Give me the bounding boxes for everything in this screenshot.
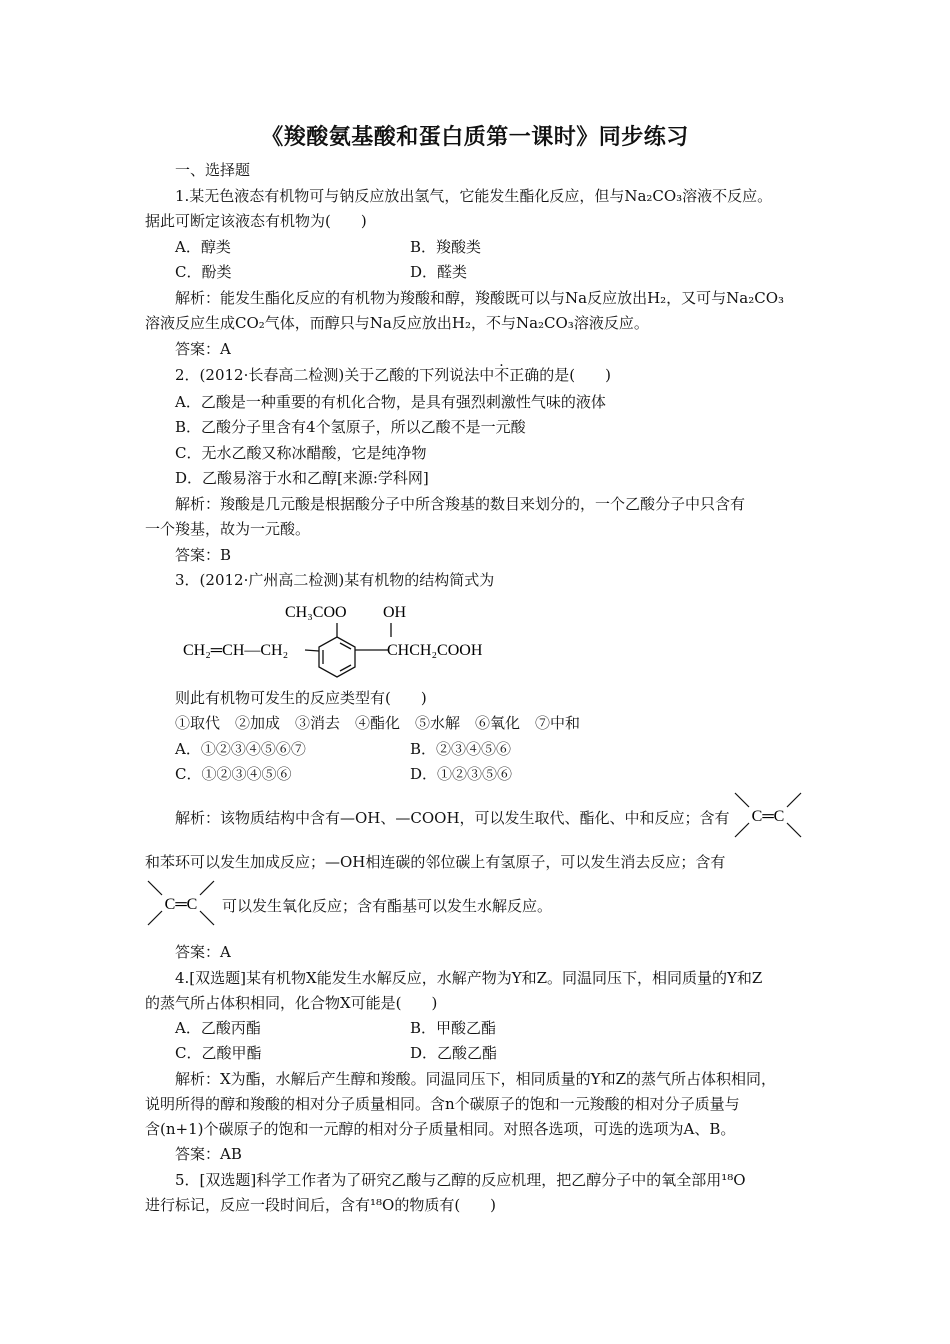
q2-stem-emphasis: 不 bbox=[494, 366, 510, 384]
q3-analysis-line1: 解析：该物质结构中含有—OH、—COOH，可以发生取代、酯化、中和反应；含有 bbox=[175, 809, 730, 827]
q3-reaction-types: ①取代 ②加成 ③消去 ④酯化 ⑤水解 ⑥氧化 ⑦中和 bbox=[175, 714, 581, 732]
q1-answer: 答案：A bbox=[175, 340, 231, 358]
q2-stem-pre: 2．(2012·长春高二检测)关于乙酸的下列说法中 bbox=[175, 366, 495, 384]
q2-option-d: D．乙酸易溶于水和乙醇[来源:学科网] bbox=[175, 469, 429, 487]
q1-analysis-line1: 解析：能发生酯化反应的有机物为羧酸和醇，羧酸既可以与Na反应放出H₂，又可与Na₂CO₃ bbox=[175, 289, 785, 307]
q4-analysis-line1: 解析：X为酯，水解后产生醇和羧酸。同温同压下，相同质量的Y和Z的蒸气所占体积相同， bbox=[175, 1070, 777, 1088]
q4-option-c: C．乙酸甲酯 bbox=[175, 1044, 262, 1062]
q3-analysis-line3: 可以发生氧化反应；含有酯基可以发生水解反应。 bbox=[222, 897, 553, 915]
q1-analysis-line2: 溶液反应生成CO₂气体，而醇只与Na反应放出H₂，不与Na₂CO₃溶液反应。 bbox=[145, 314, 649, 332]
q3-cc-double-bond-2 bbox=[145, 878, 217, 928]
q4-stem-line2: 的蒸气所占体积相同，化合物X可能是( ) bbox=[145, 994, 438, 1012]
q2-analysis-line2: 一个羧基，故为一元酸。 bbox=[145, 520, 311, 538]
benzene-ring bbox=[305, 623, 391, 677]
q3-stem: 3．(2012·广州高二检测)某有机物的结构简式为 bbox=[175, 571, 495, 589]
q3-structural-formula bbox=[175, 595, 515, 685]
q4-analysis-line2: 说明所得的醇和羧酸的相对分子质量相同。含n个碳原子的饱和一元羧酸的相对分子质量与 bbox=[145, 1095, 740, 1113]
q3-question: 则此有机物可发生的反应类型有( ) bbox=[175, 689, 427, 707]
document-title: 《羧酸氨基酸和蛋白质第一课时》同步练习 bbox=[261, 124, 689, 150]
q1-option-b: B．羧酸类 bbox=[410, 238, 482, 256]
cc-label-1: C═C bbox=[751, 808, 785, 825]
q1-option-d: D．醛类 bbox=[410, 263, 468, 281]
q3-struct-right-chain: CHCH₂COOH bbox=[387, 642, 483, 659]
q2-stem-post: 正确的是( ) bbox=[509, 366, 611, 384]
q4-option-a: A．乙酸丙酯 bbox=[175, 1019, 261, 1037]
q1-option-c: C．酚类 bbox=[175, 263, 232, 281]
q1-stem-line2: 据此可断定该液态有机物为( ) bbox=[145, 212, 367, 230]
q1-stem-line1: 1.某无色液态有机物可与钠反应放出氢气，它能发生酯化反应，但与Na₂CO₃溶液不反应。 bbox=[175, 187, 773, 205]
q4-answer: 答案：AB bbox=[175, 1145, 242, 1163]
q2-stem bbox=[175, 365, 611, 385]
q2-option-b: B．乙酸分子里含有4个氢原子，所以乙酸不是一元酸 bbox=[175, 418, 526, 436]
q3-struct-oh: OH bbox=[383, 604, 407, 621]
q4-stem-line1: 4.[双选题]某有机物X能发生水解反应，水解产物为Y和Z。同温同压下，相同质量的Y和Z bbox=[175, 969, 763, 987]
section-heading: 一、选择题 bbox=[175, 161, 251, 179]
cc-label-2: C═C bbox=[164, 896, 198, 913]
q5-stem-line1: 5．[双选题]科学工作者为了研究乙酸与乙醇的反应机理，把乙醇分子中的氧全部用¹⁸O bbox=[175, 1171, 746, 1189]
q3-analysis-line2: 和苯环可以发生加成反应；—OH相连碳的邻位碳上有氢原子，可以发生消去反应；含有 bbox=[145, 853, 726, 871]
q4-option-b: B．甲酸乙酯 bbox=[410, 1019, 497, 1037]
q3-struct-left-chain: CH₂═CH—CH₂ bbox=[183, 642, 289, 659]
q2-option-a: A．乙酸是一种重要的有机化合物，是具有强烈刺激性气味的液体 bbox=[175, 393, 606, 411]
q3-cc-double-bond-1 bbox=[732, 790, 804, 840]
q3-struct-ch3coo: CH₃COO bbox=[285, 604, 347, 621]
q3-answer: 答案：A bbox=[175, 943, 231, 961]
q5-stem-line2: 进行标记，反应一段时间后，含有¹⁸O的物质有( ) bbox=[145, 1196, 497, 1214]
q3-option-b: B．②③④⑤⑥ bbox=[410, 740, 512, 758]
q2-analysis-line1: 解析：羧酸是几元酸是根据酸分子中所含羧基的数目来划分的，一个乙酸分子中只含有 bbox=[175, 495, 746, 513]
q4-option-d: D．乙酸乙酯 bbox=[410, 1044, 498, 1062]
q3-option-d: D．①②③⑤⑥ bbox=[410, 765, 513, 783]
q2-option-c: C．无水乙酸又称冰醋酸，它是纯净物 bbox=[175, 444, 427, 462]
q1-option-a: A．醇类 bbox=[175, 238, 231, 256]
q4-analysis-line3: 含(n+1)个碳原子的饱和一元醇的相对分子质量相同。对照各选项，可选的选项为A、B。 bbox=[145, 1120, 736, 1138]
q3-option-c: C．①②③④⑤⑥ bbox=[175, 765, 292, 783]
q3-option-a: A．①②③④⑤⑥⑦ bbox=[175, 740, 306, 758]
q2-answer: 答案：B bbox=[175, 546, 232, 564]
